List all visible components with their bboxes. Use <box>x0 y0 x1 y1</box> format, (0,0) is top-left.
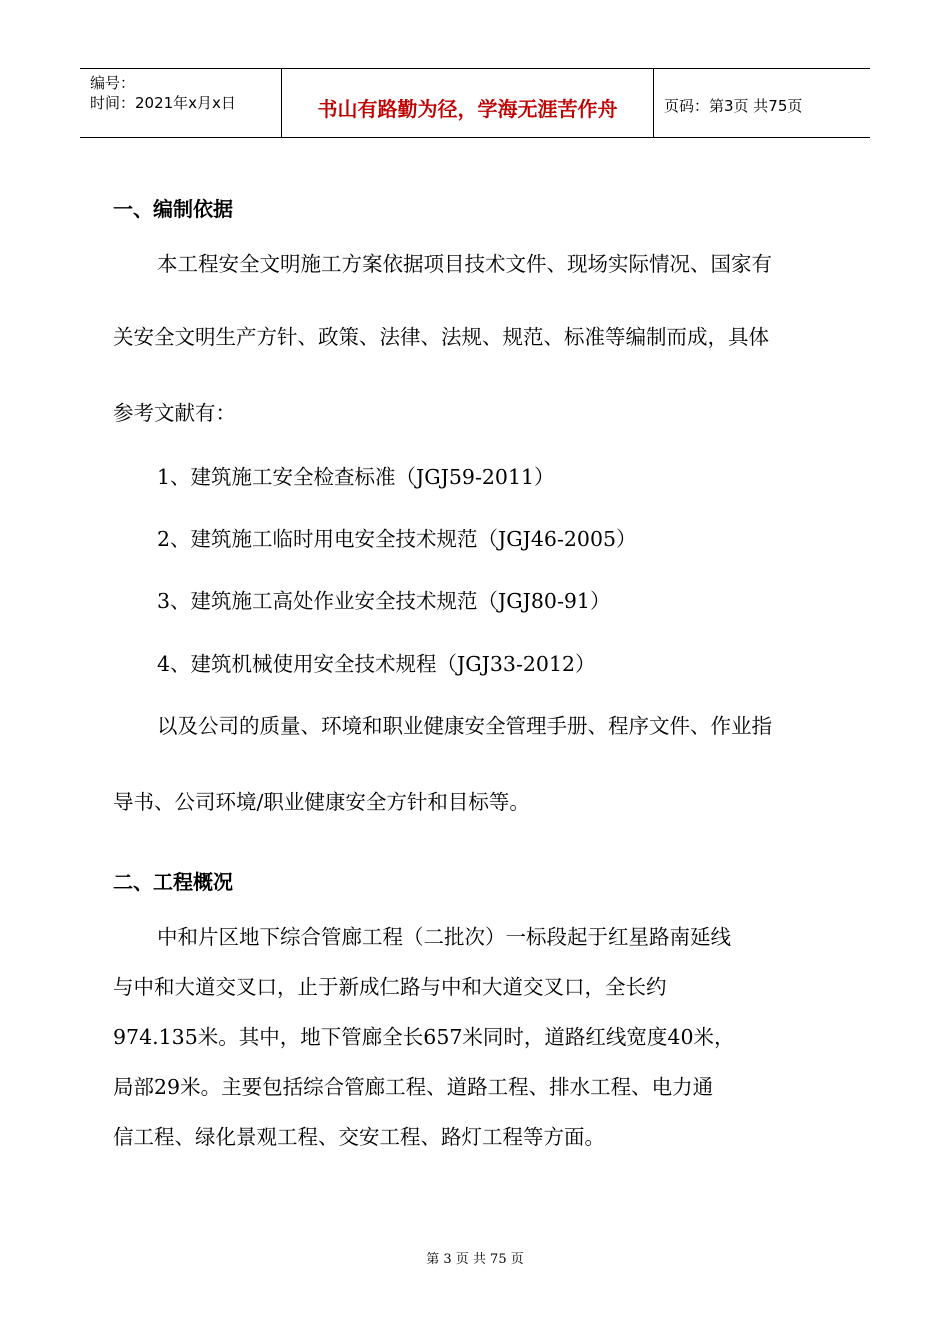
section-1-paragraph-2-line-1: 以及公司的质量、环境和职业健康安全管理手册、程序文件、作业指 <box>157 714 772 738</box>
reference-item-4: 4、建筑机械使用安全技术规程（JGJ33-2012） <box>157 652 596 676</box>
reference-item-2: 2、建筑施工临时用电安全技术规范（JGJ46-2005） <box>157 527 637 551</box>
section-2-line-5: 信工程、绿化景观工程、交安工程、路灯工程等方面。 <box>113 1125 605 1149</box>
header-motto-cell <box>282 69 654 137</box>
section-2-line-4: 局部29米。主要包括综合管廊工程、道路工程、排水工程、电力通 <box>113 1075 714 1099</box>
section-2-line-2: 与中和大道交叉口，止于新成仁路与中和大道交叉口，全长约 <box>113 975 667 999</box>
header-info-cell <box>80 69 282 137</box>
header-page-cell <box>654 69 870 137</box>
section-1-paragraph-1-line-3: 参考文献有： <box>113 401 236 425</box>
section-1-heading: 一、编制依据 <box>113 197 233 221</box>
section-1-paragraph-1-line-2: 关安全文明生产方针、政策、法律、法规、规范、标准等编制而成，具体 <box>113 325 769 349</box>
section-2-heading: 二、工程概况 <box>113 870 233 894</box>
page-footer: 第 3 页 共 75 页 <box>426 1252 524 1267</box>
reference-item-3: 3、建筑施工高处作业安全技术规范（JGJ80-91） <box>157 589 611 613</box>
section-1-paragraph-2-line-2: 导书、公司环境/职业健康安全方针和目标等。 <box>113 790 530 814</box>
section-1-paragraph-1-line-1: 本工程安全文明施工方案依据项目技术文件、现场实际情况、国家有 <box>157 252 772 276</box>
section-2-line-1: 中和片区地下综合管廊工程（二批次）一标段起于红星路南延线 <box>157 925 731 949</box>
header-page-number: 页码：第3页 共75页 <box>664 97 803 115</box>
header-motto: 书山有路勤为径，学海无涯苦作舟 <box>317 97 618 121</box>
document-date-label: 时间：2021年x月x日 <box>90 94 236 112</box>
page-header <box>80 68 870 138</box>
document-number-label: 编号： <box>90 74 136 92</box>
reference-item-1: 1、建筑施工安全检查标准（JGJ59-2011） <box>157 465 555 489</box>
section-2-line-3: 974.135米。其中，地下管廊全长657米同时，道路红线宽度40米， <box>113 1025 735 1049</box>
